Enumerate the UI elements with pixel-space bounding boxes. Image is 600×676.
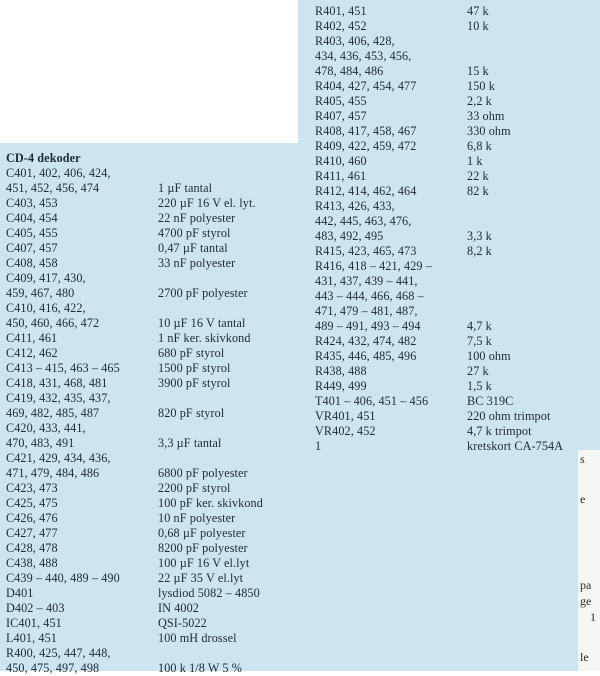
component-value: 4,7 k bbox=[467, 319, 492, 333]
parts-row bbox=[6, 661, 306, 676]
component-ref: C405, 455 bbox=[6, 226, 58, 240]
bottom-panel bbox=[298, 450, 578, 671]
parts-list-left bbox=[6, 151, 306, 676]
component-value: 100 ohm bbox=[467, 349, 511, 363]
parts-row bbox=[6, 196, 306, 211]
parts-row bbox=[315, 379, 600, 394]
parts-row bbox=[6, 631, 306, 646]
parts-row bbox=[315, 64, 600, 79]
parts-row bbox=[315, 79, 600, 94]
component-ref: R438, 488 bbox=[315, 364, 367, 378]
parts-row bbox=[6, 586, 306, 601]
parts-row bbox=[6, 286, 306, 301]
component-value: 680 pF styrol bbox=[158, 346, 225, 360]
parts-row bbox=[6, 406, 306, 421]
component-value: 33 nF polyester bbox=[158, 256, 236, 270]
component-ref: 471, 479, 484, 486 bbox=[6, 466, 100, 480]
component-value: lysdiod 5082 – 4850 bbox=[158, 586, 260, 600]
parts-row bbox=[6, 361, 306, 376]
parts-row bbox=[6, 301, 306, 316]
component-ref: C409, 417, 430, bbox=[6, 271, 86, 285]
component-value: BC 319C bbox=[467, 394, 514, 408]
parts-row bbox=[6, 526, 306, 541]
component-value: QSI-5022 bbox=[158, 616, 207, 630]
component-ref: C411, 461 bbox=[6, 331, 58, 345]
parts-row bbox=[315, 109, 600, 124]
component-ref: R402, 452 bbox=[315, 19, 367, 33]
edge-fragment: 1 bbox=[590, 610, 596, 624]
component-value: 1 µF tantal bbox=[158, 181, 213, 195]
parts-row bbox=[6, 271, 306, 286]
component-value: 1 k bbox=[467, 154, 483, 168]
component-ref: C403, 453 bbox=[6, 196, 58, 210]
component-ref: 450, 475, 497, 498 bbox=[6, 661, 100, 675]
component-ref: C410, 416, 422, bbox=[6, 301, 86, 315]
component-ref: R401, 451 bbox=[315, 4, 367, 18]
parts-row bbox=[315, 199, 600, 214]
component-value: 2700 pF polyester bbox=[158, 286, 248, 300]
parts-row bbox=[315, 349, 600, 364]
component-ref: R410, 460 bbox=[315, 154, 367, 168]
component-ref: C418, 431, 468, 481 bbox=[6, 376, 108, 390]
component-value: 8,2 k bbox=[467, 244, 492, 258]
component-ref: C412, 462 bbox=[6, 346, 58, 360]
component-ref: VR402, 452 bbox=[315, 424, 376, 438]
component-value: 22 µF 35 V el.lyt bbox=[158, 571, 244, 585]
component-ref: 434, 436, 453, 456, bbox=[315, 49, 412, 63]
component-ref: C401, 402, 406, 424, bbox=[6, 166, 111, 180]
parts-row bbox=[315, 244, 600, 259]
component-value: 6,8 k bbox=[467, 139, 492, 153]
component-ref: C408, 458 bbox=[6, 256, 58, 270]
component-ref: 450, 460, 466, 472 bbox=[6, 316, 100, 330]
section-heading-text: CD-4 dekoder bbox=[6, 151, 81, 165]
component-value: 330 ohm bbox=[467, 124, 511, 138]
parts-row bbox=[315, 94, 600, 109]
parts-row bbox=[315, 139, 600, 154]
component-value: 27 k bbox=[467, 364, 489, 378]
parts-row bbox=[315, 124, 600, 139]
parts-row bbox=[315, 49, 600, 64]
component-value: 22 nF polyester bbox=[158, 211, 236, 225]
parts-row bbox=[6, 646, 306, 661]
component-ref: R449, 499 bbox=[315, 379, 367, 393]
parts-row bbox=[6, 376, 306, 391]
component-value: 4700 pF styrol bbox=[158, 226, 231, 240]
component-ref: R403, 406, 428, bbox=[315, 34, 395, 48]
parts-row bbox=[6, 421, 306, 436]
component-value: 1 nF ker. skivkond bbox=[158, 331, 251, 345]
component-ref: R435, 446, 485, 496 bbox=[315, 349, 417, 363]
component-value: 3900 pF styrol bbox=[158, 376, 231, 390]
edge-fragment: pa bbox=[580, 578, 592, 592]
component-ref: R400, 425, 447, 448, bbox=[6, 646, 111, 660]
component-value: 1500 pF styrol bbox=[158, 361, 231, 375]
parts-row bbox=[6, 241, 306, 256]
parts-row bbox=[6, 346, 306, 361]
parts-row bbox=[6, 481, 306, 496]
component-value: 2200 pF styrol bbox=[158, 481, 231, 495]
component-ref: 442, 445, 463, 476, bbox=[315, 214, 412, 228]
component-value: 15 k bbox=[467, 64, 489, 78]
parts-row bbox=[6, 556, 306, 571]
parts-row bbox=[315, 169, 600, 184]
component-ref: R405, 455 bbox=[315, 94, 367, 108]
component-ref: C421, 429, 434, 436, bbox=[6, 451, 111, 465]
component-ref: R408, 417, 458, 467 bbox=[315, 124, 417, 138]
component-ref: R409, 422, 459, 472 bbox=[315, 139, 417, 153]
parts-row bbox=[315, 19, 600, 34]
parts-row bbox=[315, 259, 600, 274]
component-ref: 443 – 444, 466, 468 – bbox=[315, 289, 424, 303]
component-ref: D401 bbox=[6, 586, 34, 600]
component-value: 820 pF styrol bbox=[158, 406, 225, 420]
parts-row bbox=[315, 214, 600, 229]
component-ref: R412, 414, 462, 464 bbox=[315, 184, 417, 198]
parts-row bbox=[6, 331, 306, 346]
component-value: IN 4002 bbox=[158, 601, 199, 615]
component-ref: L401, 451 bbox=[6, 631, 58, 645]
component-ref: C426, 476 bbox=[6, 511, 58, 525]
parts-row bbox=[6, 166, 306, 181]
component-value: 82 k bbox=[467, 184, 489, 198]
component-ref: C407, 457 bbox=[6, 241, 58, 255]
component-ref: C423, 473 bbox=[6, 481, 58, 495]
parts-row bbox=[6, 391, 306, 406]
component-ref: 1 bbox=[315, 439, 322, 453]
parts-row bbox=[315, 334, 600, 349]
component-value: 10 µF 16 V tantal bbox=[158, 316, 246, 330]
component-value: 220 ohm trimpot bbox=[467, 409, 551, 423]
component-ref: R404, 427, 454, 477 bbox=[315, 79, 417, 93]
component-value: 10 nF polyester bbox=[158, 511, 236, 525]
component-ref: 469, 482, 485, 487 bbox=[6, 406, 100, 420]
parts-row bbox=[6, 511, 306, 526]
component-ref: 489 – 491, 493 – 494 bbox=[315, 319, 421, 333]
parts-row bbox=[315, 364, 600, 379]
component-ref: C404, 454 bbox=[6, 211, 58, 225]
component-ref: T401 – 406, 451 – 456 bbox=[315, 394, 429, 408]
component-ref: 471, 479 – 481, 487, bbox=[315, 304, 418, 318]
component-ref: D402 – 403 bbox=[6, 601, 65, 615]
component-value: 3,3 k bbox=[467, 229, 492, 243]
parts-row bbox=[315, 394, 600, 409]
component-value: 2,2 k bbox=[467, 94, 492, 108]
component-ref: C427, 477 bbox=[6, 526, 58, 540]
component-value: 0,68 µF polyester bbox=[158, 526, 246, 540]
component-value: 22 k bbox=[467, 169, 489, 183]
adjacent-page-edge bbox=[578, 450, 600, 671]
parts-row bbox=[6, 316, 306, 331]
parts-row bbox=[315, 409, 600, 424]
parts-row bbox=[315, 4, 600, 19]
parts-row bbox=[315, 34, 600, 49]
component-value: 7,5 k bbox=[467, 334, 492, 348]
component-value: 3,3 µF tantal bbox=[158, 436, 222, 450]
component-ref: R424, 432, 474, 482 bbox=[315, 334, 417, 348]
component-ref: C420, 433, 441, bbox=[6, 421, 86, 435]
component-ref: R413, 426, 433, bbox=[315, 199, 395, 213]
parts-row bbox=[6, 181, 306, 196]
parts-row bbox=[315, 424, 600, 439]
component-ref: C428, 478 bbox=[6, 541, 58, 555]
parts-row bbox=[6, 256, 306, 271]
parts-row bbox=[6, 541, 306, 556]
component-value: 4,7 k trimpot bbox=[467, 424, 532, 438]
component-ref: C425, 475 bbox=[6, 496, 58, 510]
component-value: 8200 pF polyester bbox=[158, 541, 248, 555]
parts-row bbox=[315, 439, 600, 454]
parts-row bbox=[6, 571, 306, 586]
component-ref: C419, 432, 435, 437, bbox=[6, 391, 111, 405]
parts-row bbox=[315, 154, 600, 169]
component-value: 150 k bbox=[467, 79, 495, 93]
component-ref: R411, 461 bbox=[315, 169, 367, 183]
parts-row bbox=[6, 451, 306, 466]
edge-fragment: e bbox=[580, 492, 586, 506]
parts-list-right bbox=[315, 4, 600, 454]
component-ref: IC401, 451 bbox=[6, 616, 62, 630]
parts-row bbox=[315, 319, 600, 334]
component-value: 10 k bbox=[467, 19, 489, 33]
component-ref: 431, 437, 439 – 441, bbox=[315, 274, 418, 288]
component-ref: 459, 467, 480 bbox=[6, 286, 75, 300]
component-value: 100 pF ker. skivkond bbox=[158, 496, 263, 510]
parts-row bbox=[315, 229, 600, 244]
parts-row bbox=[315, 289, 600, 304]
component-ref: R416, 418 – 421, 429 – bbox=[315, 259, 432, 273]
component-ref: C439 – 440, 489 – 490 bbox=[6, 571, 120, 585]
parts-row bbox=[315, 184, 600, 199]
component-ref: 483, 492, 495 bbox=[315, 229, 384, 243]
component-ref: 451, 452, 456, 474 bbox=[6, 181, 100, 195]
edge-fragment: le bbox=[580, 650, 589, 664]
component-value: 0,47 µF tantal bbox=[158, 241, 228, 255]
component-value: 100 mH drossel bbox=[158, 631, 237, 645]
component-value: 100 µF 16 V el.lyt bbox=[158, 556, 250, 570]
component-ref: C438, 488 bbox=[6, 556, 58, 570]
component-value: 47 k bbox=[467, 4, 489, 18]
parts-row bbox=[6, 496, 306, 511]
component-value: kretskort CA-754A bbox=[467, 439, 564, 453]
parts-row bbox=[6, 601, 306, 616]
parts-row bbox=[315, 274, 600, 289]
edge-fragment: ge bbox=[580, 594, 592, 608]
parts-row bbox=[6, 616, 306, 631]
parts-row bbox=[6, 466, 306, 481]
component-value: 1,5 k bbox=[467, 379, 492, 393]
component-value: 6800 pF polyester bbox=[158, 466, 248, 480]
parts-row bbox=[315, 304, 600, 319]
parts-row bbox=[6, 226, 306, 241]
component-ref: 478, 484, 486 bbox=[315, 64, 384, 78]
component-ref: C413 – 415, 463 – 465 bbox=[6, 361, 120, 375]
component-ref: R407, 457 bbox=[315, 109, 367, 123]
edge-fragment: s bbox=[580, 452, 585, 466]
component-ref: VR401, 451 bbox=[315, 409, 376, 423]
parts-row bbox=[6, 436, 306, 451]
parts-row bbox=[6, 211, 306, 226]
section-heading bbox=[6, 151, 306, 166]
component-value: 100 k 1/8 W 5 % bbox=[158, 661, 242, 675]
component-value: 33 ohm bbox=[467, 109, 505, 123]
component-value: 220 µF 16 V el. lyt. bbox=[158, 196, 256, 210]
component-ref: R415, 423, 465, 473 bbox=[315, 244, 417, 258]
component-ref: 470, 483, 491 bbox=[6, 436, 75, 450]
